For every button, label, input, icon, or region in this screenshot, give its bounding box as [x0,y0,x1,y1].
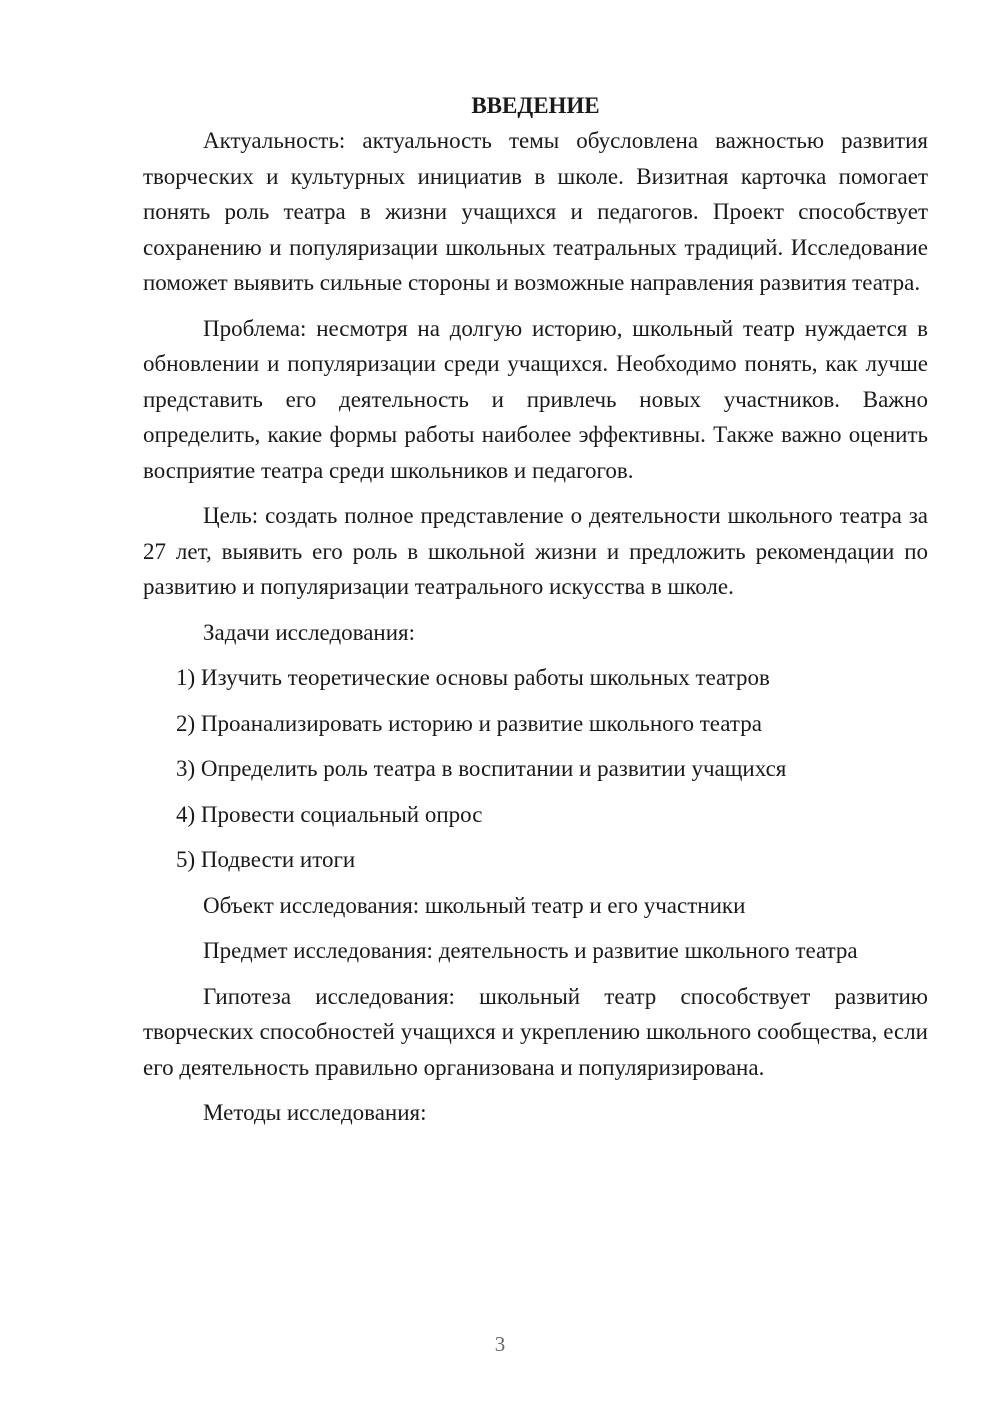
subject-paragraph: Предмет исследования: деятельность и развитие школьного театра [203,938,858,963]
document-page [143,88,928,1141]
goal-paragraph: Цель: создать полное представление о деятельности школьного театра за 27 лет, выявить его роль в школьной жизни и предложить рекомендации по развитию и популяризации театрального искусства в школе. [143,503,928,599]
relevance-paragraph: Актуальность: актуальность темы обусловлена важностью развития творческих и культурных инициатив в школе. Визитная карточка помогает понять роль театра в жизни учащихся и педагогов. Проект способствует сохранению и популяризации школьных театральных традиций. Исследование поможет выявить сильные стороны и возможные направления развития театра. [143,128,928,295]
list-item: 3) Определить роль театра в воспитании и развитии учащихся [176,756,787,781]
list-item: 4) Провести социальный опрос [176,801,483,827]
problem-paragraph: Проблема: несмотря на долгую историю, школьный театр нуждается в обновлении и популяризации среди учащихся. Необходимо понять, как лучше представить его деятельность и привлечь новых участников. Важно определить, какие формы работы наиболее эффективны. Также важно оценить восприятие театра среди школьников и педагогов. [143,315,928,483]
object-paragraph: Объект исследования: школьный театр и его участники [203,892,746,918]
methods-heading: Методы исследования: [203,1100,427,1125]
page-number: 3 [494,1332,506,1356]
list-item: 1) Изучить теоретические основы работы школьных театров [176,665,770,690]
section-heading: ВВЕДЕНИЕ [471,93,600,118]
list-item: 5) Подвести итоги [176,847,356,872]
tasks-list [143,660,928,878]
tasks-heading: Задачи исследования: [203,619,416,645]
list-item: 2) Проанализировать историю и развитие школьного театра [176,710,762,736]
hypothesis-paragraph: Гипотеза исследования: школьный театр способствует развитию творческих способностей учащихся и укреплению школьного сообщества, если его деятельность правильно организована и популяризирована. [143,983,928,1080]
